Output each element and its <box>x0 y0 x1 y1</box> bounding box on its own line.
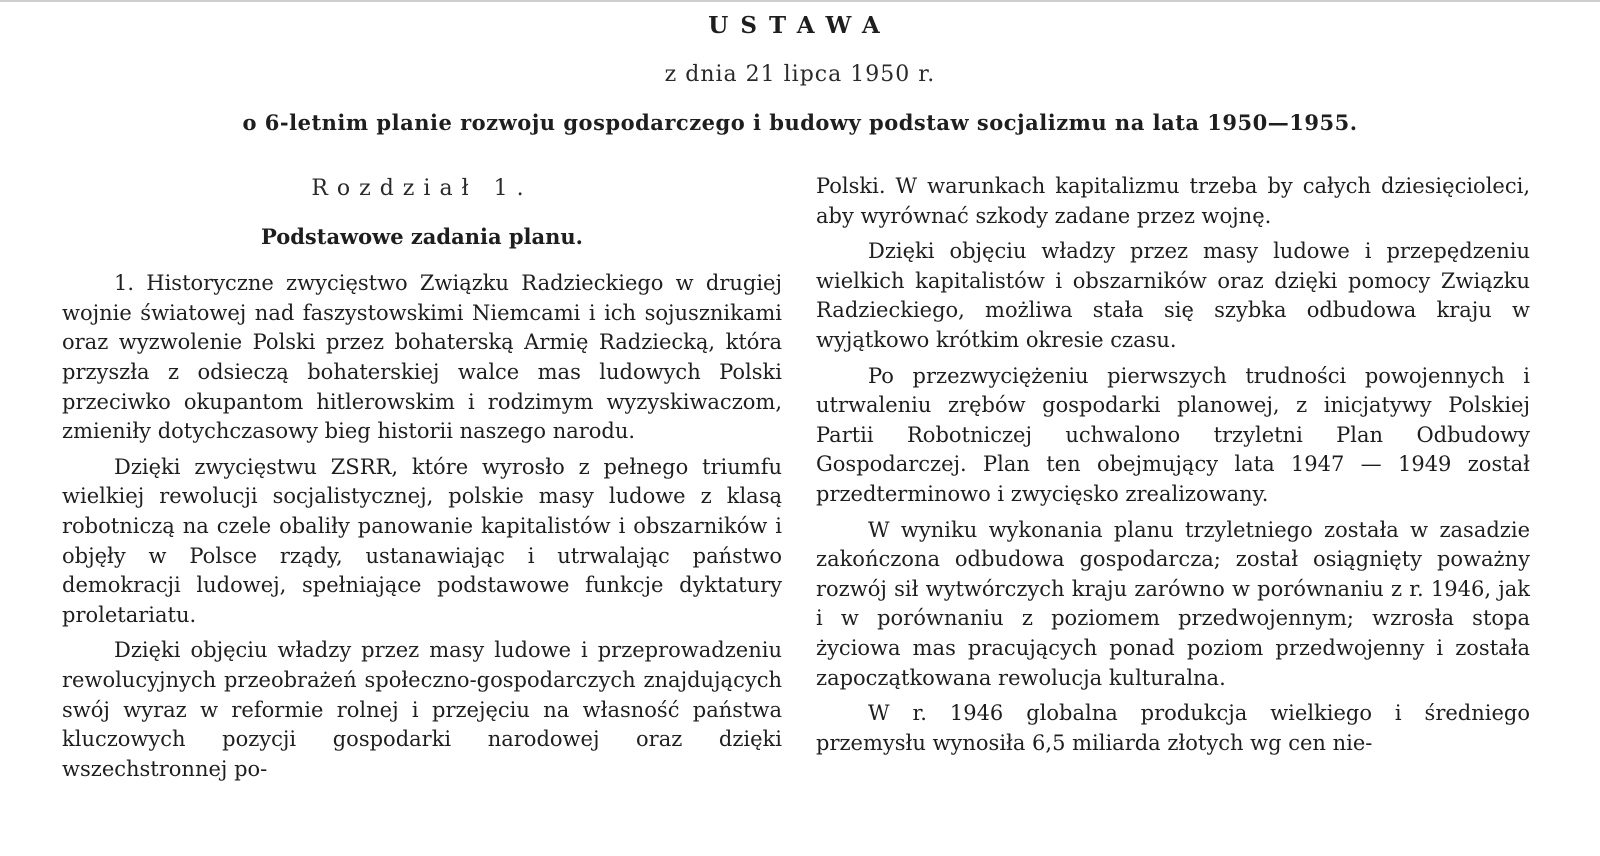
chapter-title: Podstawowe zadania planu. <box>261 223 583 249</box>
paragraph: Po przezwyciężeniu pierwszych trudności powojennych i utrwaleniu zrębów gospodarki planowej, z inicjatywy Polskiej Partii Robotniczej uchwalono trzyletni Plan Odbudowy Gospodarczej. Plan ten obejmujący lata 1947 — 1949 został przedterminowo i zwycięsko zrealizowany. <box>816 363 1530 506</box>
document-subject: o 6-letnim planie rozwoju gospodarczego i budowy podstaw socjalizmu na lata 1950—1955. <box>242 110 1358 135</box>
chapter-heading: Rozdział 1. <box>311 176 533 201</box>
paragraph: Dzięki objęciu władzy przez masy ludowe i przepędzeniu wielkich kapitalistów i obszarników oraz dzięki pomocy Związku Radzieckiego, możliwa stała się szybka odbudowa kraju w wyjątkowo krótkim okresie czasu. <box>816 239 1530 352</box>
paragraph: Polski. W warunkach kapitalizmu trzeba by całych dziesięcioleci, aby wyrównać szkody zadane przez wojnę. <box>816 174 1530 228</box>
paragraph: 1. Historyczne zwycięstwo Związku Radzieckiego w drugiej wojnie światowej nad faszystowskimi Niemcami i ich sojusznikami oraz wyzwolenie Polski przez bohaterską Armię Radziecką, która przyszła z odsieczą bohaterskiej walce mas ludowych Polski przeciwko okupantom hitlerowskim i rodzimym wyzyskiwaczom, zmieniły dotychczasowy bieg historii naszego narodu. <box>62 271 782 444</box>
right-column <box>816 172 1530 764</box>
left-column <box>62 172 782 790</box>
document-date: z dnia 21 lipca 1950 r. <box>664 62 936 87</box>
paragraph: W r. 1946 globalna produkcja wielkiego i średniego przemysłu wynosiła 6,5 miliarda złotych wg cen nie- <box>816 701 1530 755</box>
document-title: USTAWA <box>708 12 892 39</box>
paragraph: Dzięki zwycięstwu ZSRR, które wyrosło z pełnego triumfu wielkiej rewolucji socjalistycznej, polskie masy ludowe z klasą robotniczą na czele obaliły panowanie kapitalistów i obszarników i objęły w Polsce rządy, ustanawiając i utrwalając państwo demokracji ludowej, spełniające podstawowe funkcje dyktatury proletariatu. <box>62 454 782 627</box>
paragraph: W wyniku wykonania planu trzyletniego została w zasadzie zakończona odbudowa gospodarcza; został osiągnięty poważny rozwój sił wytwórczych kraju zarówno w porównaniu z r. 1946, jak i w porównaniu z poziomem przedwojennym; wzrosła stopa życiowa mas pracujących ponad poziom przedwojenny i została zapoczątkowana rewolucja kulturalna. <box>816 517 1530 690</box>
paragraph: Dzięki objęciu władzy przez masy ludowe i przeprowadzeniu rewolucyjnych przeobrażeń społeczno-gospodarczych znajdujących swój wyraz w reformie rolnej i przejęciu na własność państwa kluczowych pozycji gospodarki narodowej oraz dzięki wszechstronnej po- <box>62 638 782 781</box>
